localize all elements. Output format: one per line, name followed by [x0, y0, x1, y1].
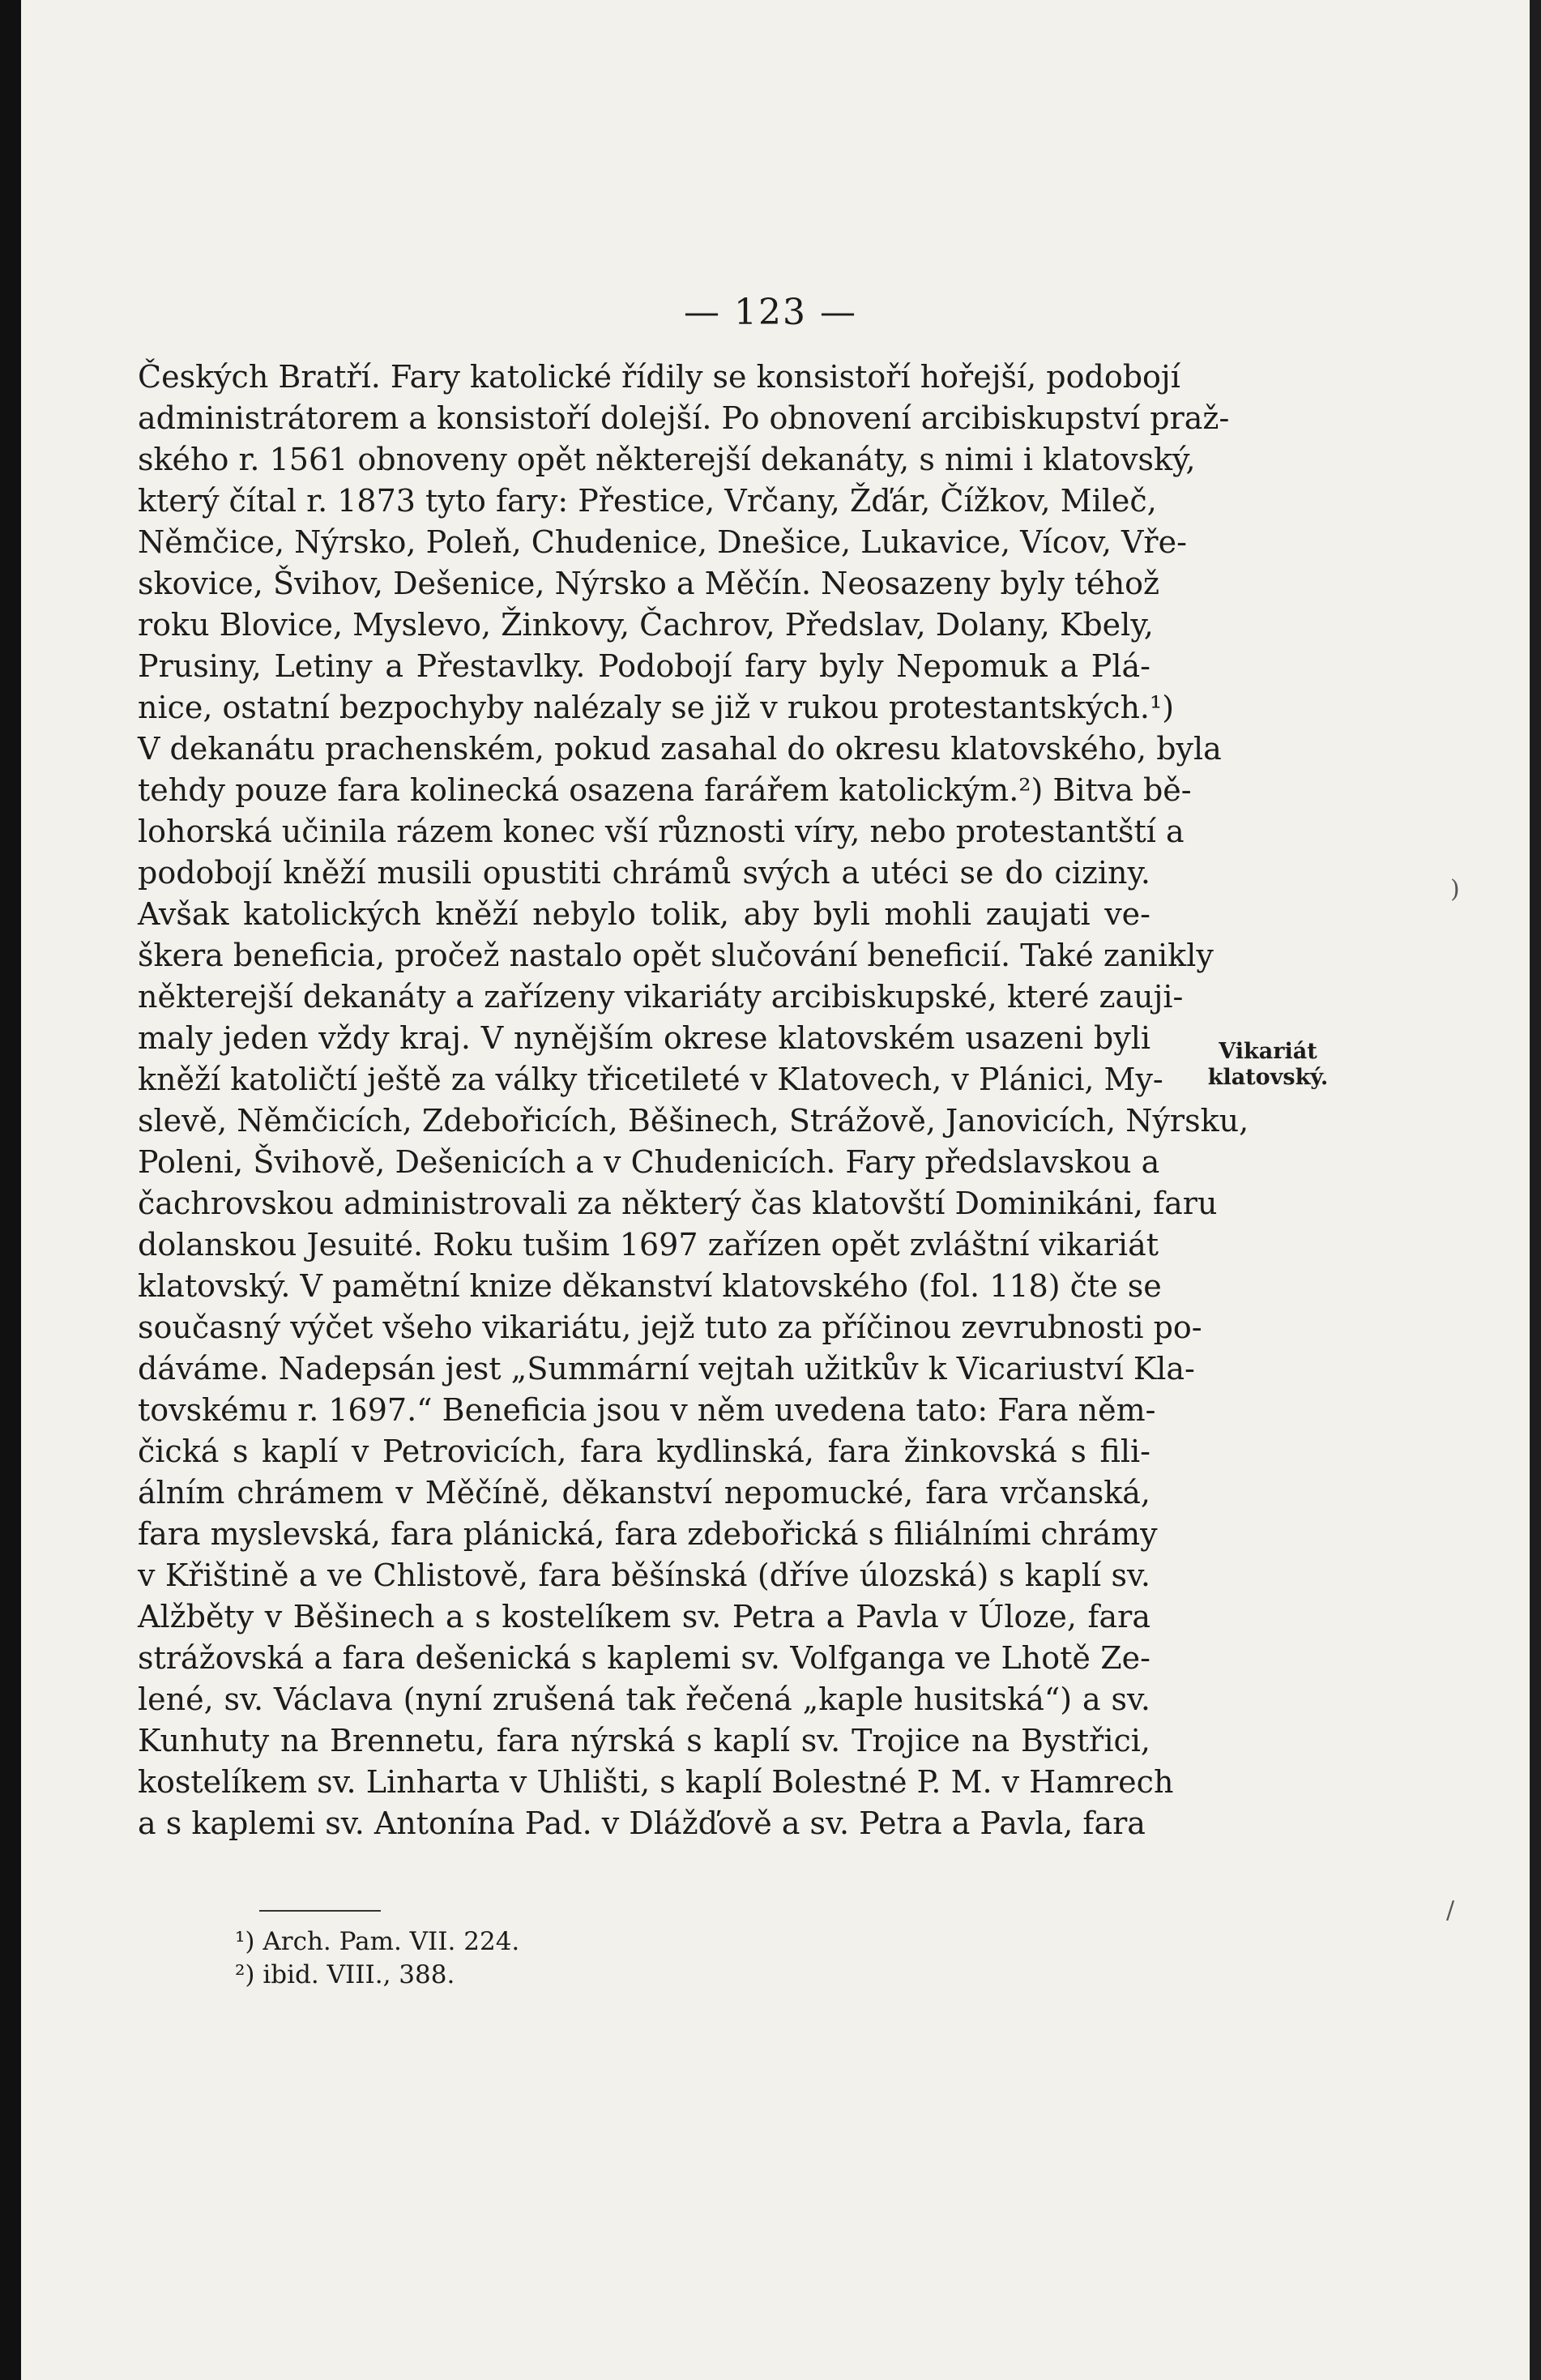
text-line: Alžběty v Běšinech a s kostelíkem sv. Petra a Pavla v Úloze, fara: [138, 1599, 1150, 1634]
footnote-divider: [259, 1910, 381, 1912]
text-line: v Křištině a ve Chlistově, fara běšínská (dříve úlozská) s kaplí sv.: [138, 1557, 1150, 1593]
page-number: — 123 —: [684, 292, 857, 333]
text-line: maly jeden vždy kraj. V nynějším okrese klatovském usazeni byli: [138, 1020, 1150, 1056]
text-line: dolanskou Jesuité. Roku tušim 1697 zařízen opět zvláštní vikariát: [138, 1227, 1159, 1263]
text-line: skovice, Švihov, Dešenice, Nýrsko a Měčín. Neosazeny byly téhož: [138, 566, 1160, 601]
text-line: lené, sv. Václava (nyní zrušená tak řečená „kaple husitská“) a sv.: [138, 1681, 1150, 1717]
footnote-1: ¹) Arch. Pam. VII. 224.: [235, 1927, 520, 1956]
text-line: fara myslevská, fara plánická, fara zdebořická s filiálními chrámy: [138, 1516, 1158, 1552]
text-line: tovskému r. 1697.“ Beneficia jsou v něm uvedena tato: Fara něm-: [138, 1392, 1156, 1428]
text-line: čická s kaplí v Petrovicích, fara kydlinská, fara žinkovská s fili-: [138, 1434, 1150, 1469]
text-line: Prusiny, Letiny a Přestavlky. Podobojí fary byly Nepomuk a Plá-: [138, 648, 1150, 684]
footnote-2: ²) ibid. VIII., 388.: [235, 1960, 455, 1989]
text-line: čachrovskou administrovali za některý čas klatovští Dominikáni, faru: [138, 1186, 1218, 1221]
text-line: administrátorem a konsistoří dolejší. Po obnovení arcibiskupství praž-: [138, 400, 1230, 436]
text-line: tehdy pouze fara kolinecká osazena farářem katolickým.²) Bitva bě-: [138, 772, 1192, 808]
text-line: slevě, Němčicích, Zdebořicích, Běšinech, Strážově, Janovicích, Nýrsku,: [138, 1103, 1249, 1139]
text-line: V dekanátu prachenském, pokud zasahal do okresu klatovského, byla: [138, 731, 1222, 767]
scan-speck-mark: /: [1446, 1896, 1455, 1925]
scan-edge-right: [1530, 0, 1541, 2380]
text-line: Poleni, Švihově, Dešenicích a v Chudenicích. Fary předslavskou a: [138, 1144, 1160, 1180]
text-line: podobojí kněží musili opustiti chrámů svých a utéci se do ciziny.: [138, 855, 1150, 891]
text-line: Kunhuty na Brennetu, fara nýrská s kaplí sv. Trojice na Bystřici,: [138, 1723, 1150, 1758]
body-text: [138, 357, 1249, 1844]
text-line: dáváme. Nadepsán jest „Summární vejtah užitkův k Vicariuství Kla-: [138, 1351, 1195, 1387]
text-line: strážovská a fara dešenická s kaplemi sv. Volfganga ve Lhotě Ze-: [138, 1640, 1150, 1676]
text-line: který čítal r. 1873 tyto fary: Přestice, Vrčany, Žďár, Čížkov, Mileč,: [138, 483, 1157, 519]
footnotes: [235, 1925, 519, 1992]
text-line: klatovský. V pamětní knize děkanství klatovského (fol. 118) čte se: [138, 1268, 1162, 1304]
scan-speck-mark: ): [1450, 875, 1460, 904]
text-line: Němčice, Nýrsko, Poleň, Chudenice, Dnešice, Lukavice, Vícov, Vře-: [138, 524, 1187, 560]
margin-note: Vikariát klatovský.: [1207, 1039, 1329, 1090]
scan-edge-left: [0, 0, 21, 2380]
text-line: nice, ostatní bezpochyby nalézaly se již v rukou protestantských.¹): [138, 690, 1175, 725]
text-line: kostelíkem sv. Linharta v Uhlišti, s kaplí Bolestné P. M. v Hamrech: [138, 1764, 1174, 1800]
text-line: álním chrámem v Měčíně, děkanství nepomucké, fara vrčanská,: [138, 1475, 1150, 1510]
text-line: některejší dekanáty a zařízeny vikariáty arcibiskupské, které zauji-: [138, 979, 1184, 1015]
text-line: ského r. 1561 obnoveny opět některejší dekanáty, s nimi i klatovský,: [138, 442, 1196, 477]
text-line: škera beneficia, pročež nastalo opět slučování beneficií. Také zanikly: [138, 938, 1214, 973]
text-line: roku Blovice, Myslevo, Žinkovy, Čachrov, Předslav, Dolany, Kbely,: [138, 607, 1154, 643]
text-line: současný výčet všeho vikariátu, jejž tuto za příčinou zevrubnosti po-: [138, 1310, 1202, 1345]
text-line: Českých Bratří. Fary katolické řídily se konsistoří hořejší, podobojí: [138, 359, 1180, 395]
text-line: Avšak katolických kněží nebylo tolik, aby byli mohli zaujati ve-: [138, 896, 1150, 932]
text-line: kněží katoličtí ještě za války třicetileté v Klatovech, v Plánici, My-: [138, 1062, 1163, 1097]
text-line: a s kaplemi sv. Antonína Pad. v Dlážďově a sv. Petra a Pavla, fara: [138, 1805, 1146, 1841]
text-line: lohorská učinila rázem konec vší různosti víry, nebo protestantští a: [138, 814, 1185, 849]
